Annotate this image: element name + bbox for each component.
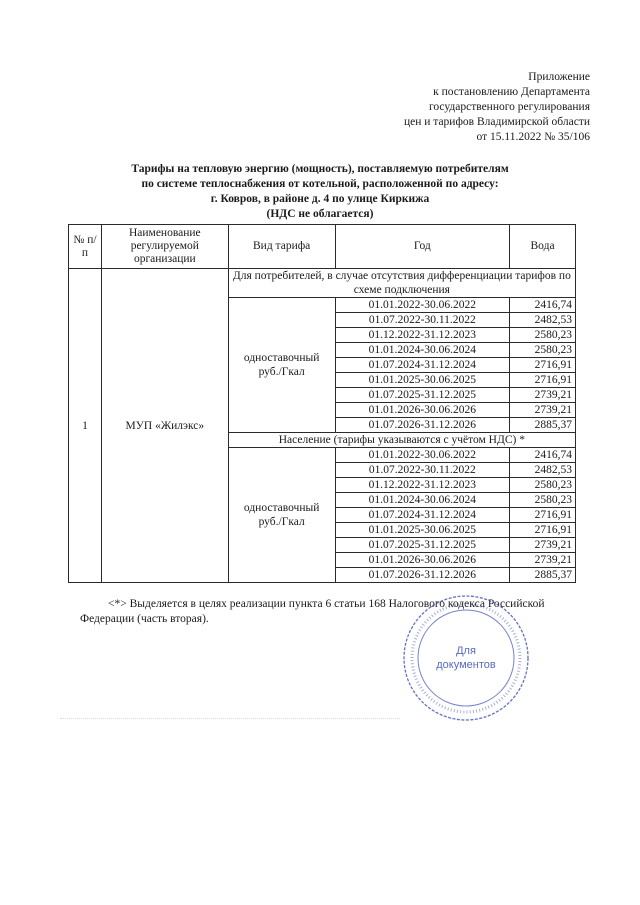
- period-cell: 01.07.2022-30.11.2022: [335, 313, 509, 328]
- period-cell: 01.07.2026-31.12.2026: [335, 418, 509, 433]
- value-cell: 2739,21: [510, 553, 576, 568]
- period-cell: 01.01.2024-30.06.2024: [335, 343, 509, 358]
- value-cell: 2739,21: [510, 388, 576, 403]
- appendix-line: от 15.11.2022 № 35/106: [476, 131, 590, 143]
- appendix-line: государственного регулирования: [428, 101, 590, 113]
- appendix-line: Приложение: [528, 71, 590, 83]
- group-title: Для потребителей, в случае отсутствия дифференциации тарифов по схеме подключения: [228, 269, 575, 298]
- period-cell: 01.12.2022-31.12.2023: [335, 328, 509, 343]
- value-cell: 2716,91: [510, 358, 576, 373]
- header-period: Год: [335, 225, 509, 269]
- stamp-text-line-1: Для: [456, 645, 476, 657]
- period-cell: 01.07.2025-31.12.2025: [335, 388, 509, 403]
- period-cell: 01.01.2025-30.06.2025: [335, 523, 509, 538]
- value-cell: 2416,74: [510, 298, 576, 313]
- table-header-row: [69, 225, 576, 269]
- tariff-type: одноставочный руб./Гкал: [228, 298, 335, 433]
- value-cell: 2482,53: [510, 463, 576, 478]
- group-title: Население (тарифы указываются с учётом НДС) *: [228, 433, 575, 448]
- header-num: № п/п: [69, 225, 102, 269]
- value-cell: 2580,23: [510, 478, 576, 493]
- value-cell: 2885,37: [510, 418, 576, 433]
- stamp-text-line-2: документов: [436, 659, 496, 671]
- value-cell: 2716,91: [510, 523, 576, 538]
- period-cell: 01.01.2024-30.06.2024: [335, 493, 509, 508]
- period-cell: 01.01.2022-30.06.2022: [335, 448, 509, 463]
- period-cell: 01.07.2024-31.12.2024: [335, 508, 509, 523]
- title-line: по системе теплоснабжения от котельной, расположенной по адресу:: [141, 178, 499, 190]
- footnote-text: <*> Выделяется в целях реализации пункта 6 статьи 168 Налогового кодекса Российской Федерации (часть вторая).: [80, 598, 545, 625]
- value-cell: 2716,91: [510, 508, 576, 523]
- header-type: Вид тарифа: [228, 225, 335, 269]
- title-line: Тарифы на тепловую энергию (мощность), поставляемую потребителям: [131, 163, 509, 175]
- organization-name: МУП «Жилэкс»: [101, 269, 228, 583]
- appendix-line: цен и тарифов Владимирской области: [403, 116, 590, 128]
- tariff-type: одноставочный руб./Гкал: [228, 448, 335, 583]
- title-line: г. Ковров, в районе д. 4 по улице Киркижа: [210, 193, 430, 205]
- period-cell: 01.12.2022-31.12.2023: [335, 478, 509, 493]
- value-cell: 2739,21: [510, 538, 576, 553]
- value-cell: 2580,23: [510, 493, 576, 508]
- period-cell: 01.07.2026-31.12.2026: [335, 568, 509, 583]
- value-cell: 2739,21: [510, 403, 576, 418]
- stamp-seal: [400, 592, 532, 724]
- value-cell: 2885,37: [510, 568, 576, 583]
- header-value: Вода: [510, 225, 576, 269]
- title-line: (НДС не облагается): [266, 208, 374, 220]
- period-cell: 01.01.2022-30.06.2022: [335, 298, 509, 313]
- value-cell: 2416,74: [510, 448, 576, 463]
- header-org: Наименование регулируемой организации: [101, 225, 228, 269]
- appendix-header: [404, 70, 590, 145]
- dotted-line: [60, 712, 400, 719]
- value-cell: 2580,23: [510, 343, 576, 358]
- period-cell: 01.01.2026-30.06.2026: [335, 403, 509, 418]
- period-cell: 01.07.2022-30.11.2022: [335, 463, 509, 478]
- value-cell: 2482,53: [510, 313, 576, 328]
- value-cell: 2716,91: [510, 373, 576, 388]
- document-title: [60, 162, 580, 222]
- tariff-table: [68, 224, 576, 583]
- period-cell: 01.07.2024-31.12.2024: [335, 358, 509, 373]
- row-number: 1: [69, 269, 102, 583]
- period-cell: 01.07.2025-31.12.2025: [335, 538, 509, 553]
- value-cell: 2580,23: [510, 328, 576, 343]
- appendix-line: к постановлению Департамента: [433, 86, 590, 98]
- group-title-row: [69, 269, 576, 298]
- period-cell: 01.01.2026-30.06.2026: [335, 553, 509, 568]
- period-cell: 01.01.2025-30.06.2025: [335, 373, 509, 388]
